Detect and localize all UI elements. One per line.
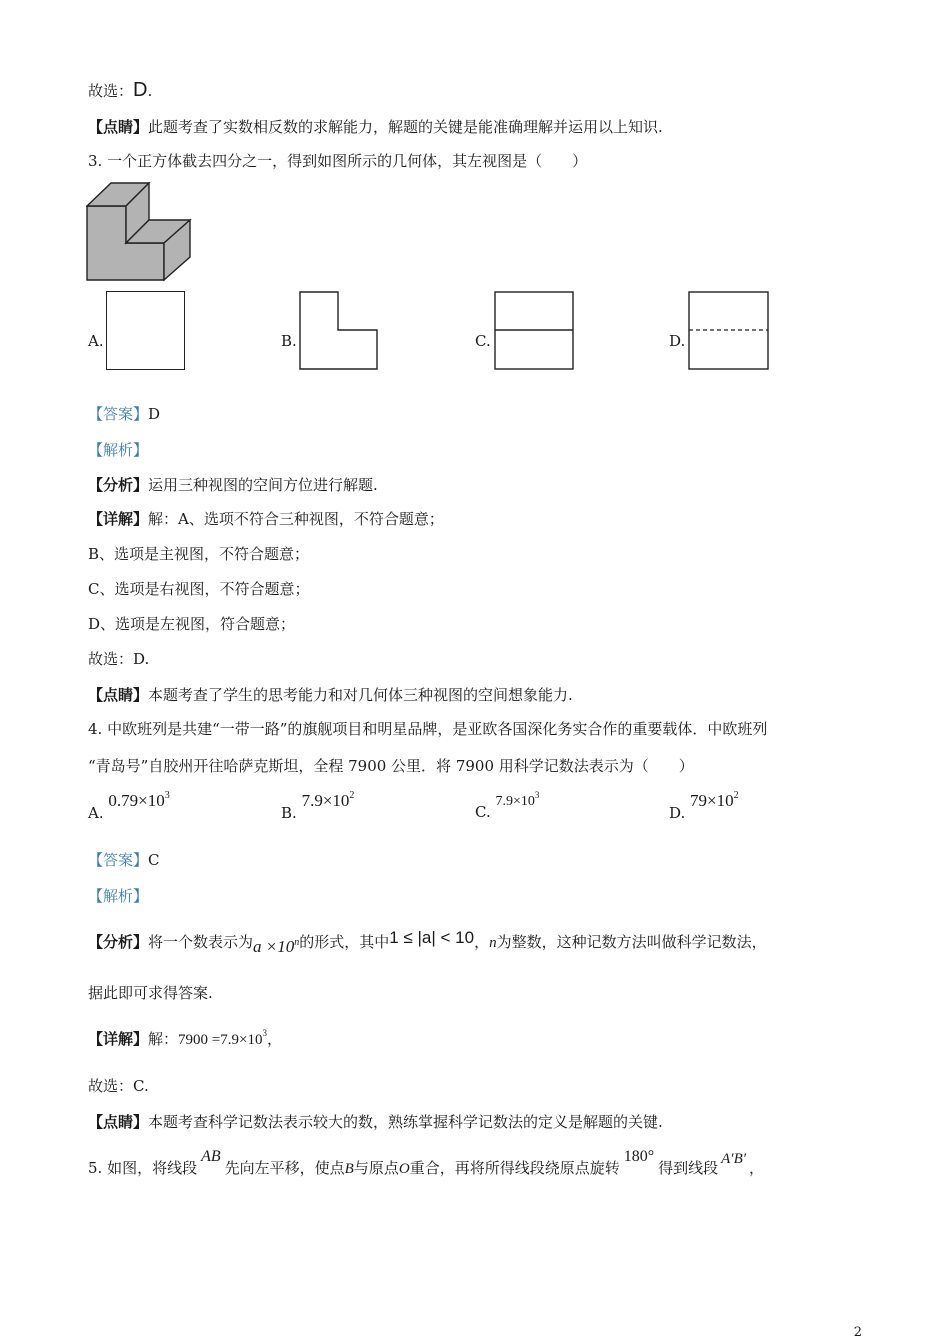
q5-text-5: 得到线段 — [658, 1159, 719, 1177]
q4-option-b-base: 7.9×10 — [301, 791, 350, 810]
answer-value: D — [148, 405, 161, 423]
question-4-line-2: “青岛号”自胶州开往哈萨克斯坦，全程 7900 公里．将 7900 用科学记数法表示为（ ） — [88, 757, 694, 775]
q4-option-c-label: C. — [475, 803, 491, 821]
question-5 — [88, 1148, 765, 1179]
fenxi-text-2: 的形式，其中 — [299, 933, 390, 951]
fenxi-text-1: 将一个数表示为 — [148, 933, 254, 951]
fenxi-text-4: 为整数，这种记数方法叫做科学记数法， — [496, 933, 767, 951]
option-d-label: D. — [669, 332, 686, 350]
choice-answer: D — [133, 79, 148, 101]
page-number: 2 — [853, 1325, 862, 1340]
q3-b-line: B、选项是主视图，不符合题意； — [88, 545, 310, 563]
q3-d-line: D、选项是左视图，符合题意； — [88, 615, 296, 633]
q4-option-a-label: A. — [88, 804, 104, 822]
dianjing-text: 本题考查科学记数法表示较大的数，熟练掌握科学记数法的定义是解题的关键. — [148, 1113, 663, 1131]
q4-fenxi — [88, 928, 767, 956]
choice-suffix: . — [147, 82, 153, 100]
fenxi-text: 运用三种视图的空间方位进行解题. — [148, 476, 378, 494]
q5-point-o: O — [398, 1161, 410, 1177]
q5-point-b: B — [344, 1161, 354, 1177]
q4-fenxi-2: 据此即可求得答案. — [88, 984, 213, 1002]
dianjing-line-1 — [88, 117, 663, 137]
q4-answer — [88, 850, 160, 870]
question-3: 3. 一个正方体截去四分之一，得到如图所示的几何体，其左视图是（ ） — [88, 152, 588, 170]
fenxi-n: n — [489, 935, 497, 951]
q4-jiexi: 【解析】 — [88, 887, 149, 905]
dianjing-text: 本题考查了学生的思考能力和对几何体三种视图的空间想象能力. — [148, 686, 573, 704]
answer-tag: 【答案】 — [88, 405, 149, 423]
option-b-l-shape — [299, 291, 379, 371]
q3-jiexi: 【解析】 — [88, 441, 149, 459]
xiangjie-formula: 7900 =7.9×10 — [178, 1032, 263, 1048]
q4-xiangjie — [88, 1029, 282, 1051]
q4-option-c-exp: 3 — [534, 790, 540, 800]
dianjing-tag: 【点睛】 — [88, 686, 149, 704]
xiangjie-formula-exp: 3 — [262, 1028, 267, 1038]
q5-text-1: 5. 如图，将线段 — [88, 1159, 198, 1177]
xiangjie-tag: 【详解】 — [88, 510, 149, 528]
fenxi-formula: a ×10 — [253, 937, 295, 956]
q4-dianjing — [88, 1112, 663, 1132]
option-d-square-dashed-line — [688, 291, 770, 371]
xiangjie-text-1: 解： — [148, 1030, 179, 1048]
choice-line-1 — [88, 80, 152, 101]
option-c-label: C. — [475, 332, 491, 350]
xiangjie-tag: 【详解】 — [88, 1030, 149, 1048]
dianjing-text: 此题考查了实数相反数的求解能力，解题的关键是能准确理解并运用以上知识. — [148, 118, 663, 136]
dianjing-tag: 【点睛】 — [88, 1113, 149, 1131]
q3-guxuan: 故选：D. — [88, 650, 150, 668]
q4-option-a-base: 0.79×10 — [108, 791, 165, 810]
q3-c-line: C、选项是右视图，不符合题意； — [88, 580, 310, 598]
q3-answer — [88, 404, 160, 424]
fenxi-text-3: ， — [474, 933, 490, 951]
dianjing-tag: 【点睛】 — [88, 118, 149, 136]
q5-text-6: ， — [749, 1159, 765, 1177]
q5-text-3: 与原点 — [353, 1159, 399, 1177]
q3-xiangjie — [88, 509, 444, 529]
q4-option-a-exp: 3 — [164, 790, 170, 801]
answer-value: C — [148, 851, 160, 869]
q4-option-c-base: 7.9×10 — [495, 794, 535, 809]
option-a-label: A. — [88, 332, 104, 350]
q3-fenxi — [88, 475, 378, 495]
cube-figure — [86, 182, 194, 282]
q5-segment-ab: AB — [201, 1148, 221, 1165]
fenxi-tag: 【分析】 — [88, 476, 149, 494]
q4-option-d-base: 79×10 — [690, 791, 734, 810]
option-b-label: B. — [281, 332, 297, 350]
q4-guxuan: 故选：C. — [88, 1077, 149, 1095]
fenxi-inequality: 1 ≤ |a| < 10 — [389, 928, 475, 947]
q5-segment-a-b-prime: A′B′ — [721, 1151, 747, 1167]
q5-text-4: 重合，再将所得线段绕原点旋转 — [409, 1159, 620, 1177]
answer-tag: 【答案】 — [88, 851, 149, 869]
xiangjie-text: 解：A、选项不符合三种视图，不符合题意； — [148, 510, 444, 528]
q4-option-d-label: D. — [669, 804, 686, 822]
q4-option-d-exp: 2 — [733, 790, 739, 801]
q5-angle: 180° — [623, 1148, 655, 1165]
option-a-square — [106, 291, 185, 370]
q3-dianjing — [88, 685, 573, 705]
option-c-square-solid-line — [494, 291, 575, 371]
fenxi-tag: 【分析】 — [88, 933, 149, 951]
q4-option-b-label: B. — [281, 804, 297, 822]
q5-text-2: 先向左平移，使点 — [224, 1159, 345, 1177]
fenxi-formula-exp: n — [294, 937, 300, 948]
question-4-line-1: 4. 中欧班列是共建“一带一路”的旗舰项目和明星品牌，是亚欧各国深化务实合作的重要载体．中欧班列 — [88, 720, 768, 738]
q4-option-b-exp: 2 — [349, 790, 355, 801]
xiangjie-text-2: ， — [266, 1030, 282, 1048]
choice-prefix: 故选： — [88, 82, 134, 100]
